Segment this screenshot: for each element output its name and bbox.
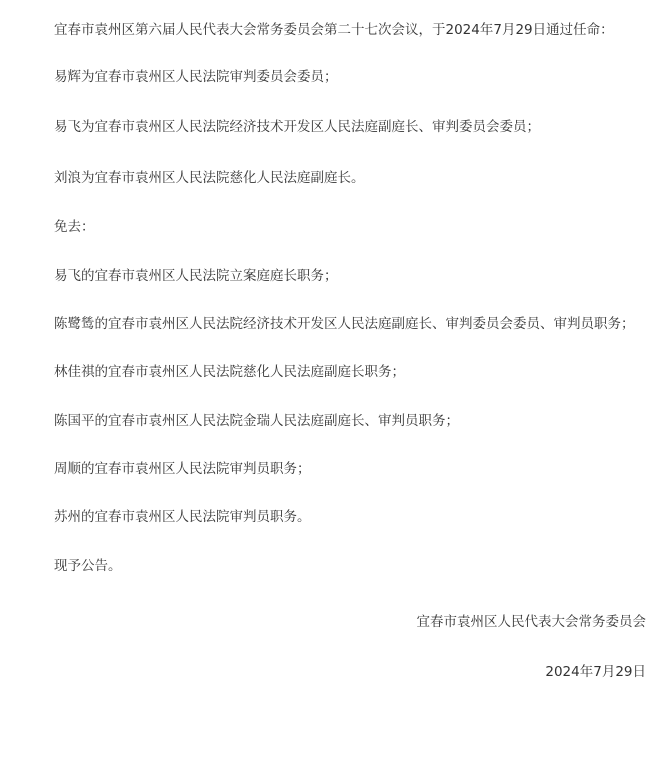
appointment-item-3: 刘浪为宜春市袁州区人民法院慈化人民法庭副庭长。 — [54, 170, 365, 186]
appointment-item-2: 易飞为宜春市袁州区人民法院经济技术开发区人民法庭副庭长、审判委员会委员； — [54, 119, 540, 135]
removal-item-4: 陈国平的宜春市袁州区人民法院金瑞人民法庭副庭长、审判员职务； — [54, 413, 459, 429]
issue-date: 2024年7月29日 — [545, 664, 646, 680]
removal-item-5: 周顺的宜春市袁州区人民法院审判员职务； — [54, 461, 311, 477]
issuer-signature: 宜春市袁州区人民代表大会常务委员会 — [416, 614, 646, 630]
removal-item-6: 苏州的宜春市袁州区人民法院审判员职务。 — [54, 509, 311, 525]
removal-item-1: 易飞的宜春市袁州区人民法院立案庭庭长职务； — [54, 268, 338, 284]
removal-label: 免去： — [54, 219, 95, 235]
removal-item-2: 陈鹭鸶的宜春市袁州区人民法院经济技术开发区人民法庭副庭长、审判委员会委员、审判员职务； — [54, 316, 635, 332]
removal-item-3: 林佳祺的宜春市袁州区人民法院慈化人民法庭副庭长职务； — [54, 364, 405, 380]
appointment-item-1: 易辉为宜春市袁州区人民法院审判委员会委员； — [54, 69, 338, 85]
intro-paragraph: 宜春市袁州区第六届人民代表大会常务委员会第二十七次会议，于2024年7月29日通过任命： — [54, 22, 614, 38]
closing-statement: 现予公告。 — [54, 558, 122, 574]
